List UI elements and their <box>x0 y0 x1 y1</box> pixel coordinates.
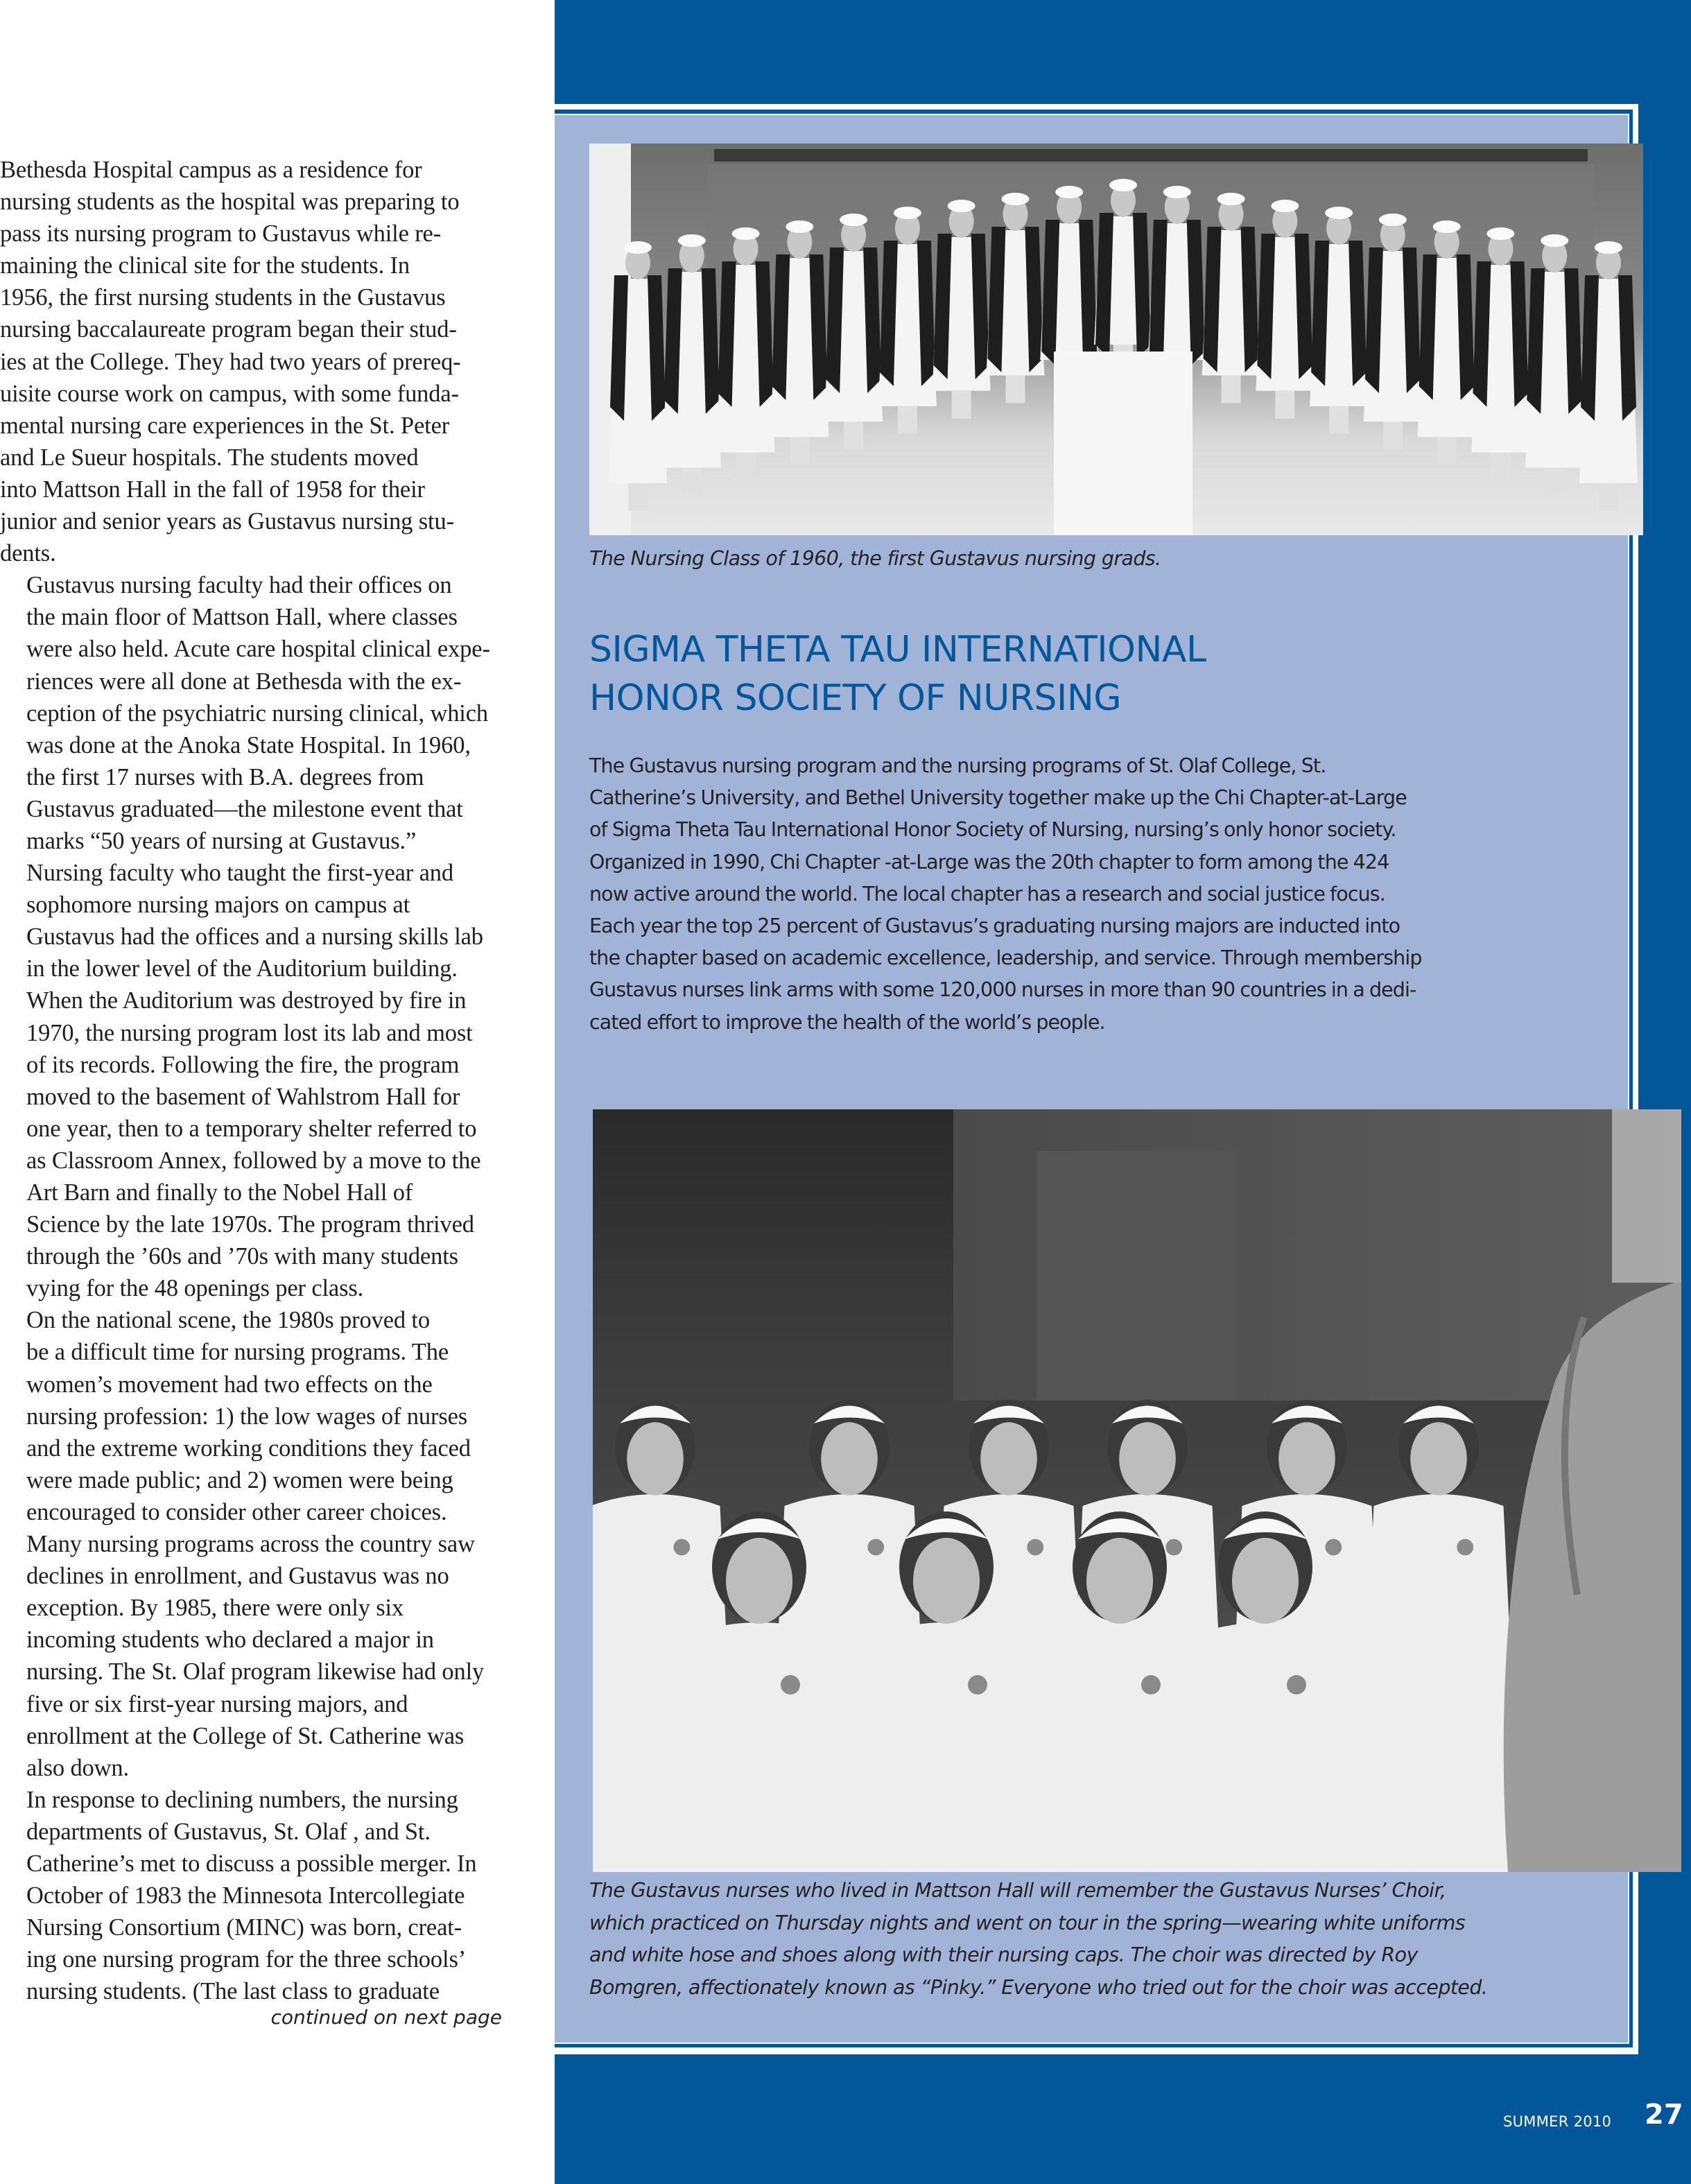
article-line: women’s movement had two effects on the <box>26 1371 433 1398</box>
article-line: In response to declining numbers, the nursing <box>26 1786 458 1813</box>
article-line: five or six first-year nursing majors, and <box>26 1690 408 1717</box>
article-line: exception. By 1985, there were only six <box>26 1595 404 1622</box>
article-line: On the national scene, the 1980s proved to <box>26 1307 430 1334</box>
article-line: one year, then to a temporary shelter referred to <box>26 1115 477 1142</box>
article-line: pass its nursing program to Gustavus while re- <box>0 220 442 248</box>
article-line: sophomore nursing majors on campus at <box>26 892 410 919</box>
text-line: Gustavus nurses link arms with some 120,000 nurses in more than 90 countries in a dedi- <box>589 978 1416 1002</box>
article-line: October of 1983 the Minnesota Intercollegiate <box>26 1882 465 1909</box>
article-line: and the extreme working conditions they faced <box>26 1435 471 1462</box>
choir-member <box>849 1622 1043 1872</box>
article-line: 1970, the nursing program lost its lab and most <box>26 1019 473 1046</box>
photo-nursing-class-1960 <box>589 144 1643 535</box>
article-line: nursing profession: 1) the low wages of nurses <box>26 1403 468 1430</box>
article-line: incoming students who declared a major in <box>26 1627 434 1654</box>
article-line: of its records. Following the fire, the program <box>26 1051 460 1078</box>
continued-on-next-page[interactable]: continued on next page <box>270 2006 502 2029</box>
article-line: uisite course work on campus, with some funda- <box>0 380 459 407</box>
article-line: 1956, the first nursing students in the Gustavus <box>0 284 446 311</box>
article-line: through the ’60s and ’70s with many students <box>26 1243 458 1270</box>
article-paragraph-2 <box>0 569 505 857</box>
article-line: When the Auditorium was destroyed by fire in <box>26 987 467 1014</box>
article-line: vying for the 48 openings per class. <box>26 1275 364 1302</box>
article-line: departments of Gustavus, St. Olaf , and St. <box>26 1818 431 1845</box>
sidebar-body-text <box>589 750 1633 1039</box>
article-line: Gustavus graduated—the milestone event that <box>26 795 463 822</box>
photo-1-caption: The Nursing Class of 1960, the first Gustavus nursing grads. <box>589 547 1161 570</box>
article-line: nursing students. (The last class to graduate <box>26 1978 440 2005</box>
article-line: also down. <box>26 1754 129 1781</box>
article-line: junior and senior years as Gustavus nursing stu- <box>0 508 454 535</box>
article-paragraph-4 <box>0 1304 505 1783</box>
text-line: The Gustavus nursing program and the nursing programs of St. Olaf College, St. <box>589 754 1326 777</box>
article-line: the main floor of Mattson Hall, where classes <box>26 604 458 631</box>
issue-label: SUMMER 2010 <box>1503 2113 1612 2130</box>
sidebar-heading-line-2: HONOR SOCIETY OF NURSING <box>589 677 1122 719</box>
article-line: nursing baccalaureate program began their stud- <box>0 316 457 343</box>
article-line: Nursing Consortium (MINC) was born, creat- <box>26 1914 462 1941</box>
article-line: encouraged to consider other career choices. <box>26 1498 447 1525</box>
article-line: as Classroom Annex, followed by a move to the <box>26 1147 481 1174</box>
sidebar-heading-line-1: SIGMA THETA TAU INTERNATIONAL <box>589 629 1206 670</box>
article-line: into Mattson Hall in the fall of 1958 for their <box>0 476 425 503</box>
article-line: ies at the College. They had two years of prereq- <box>0 348 461 375</box>
article-line: nursing. The St. Olaf program likewise had only <box>26 1658 485 1685</box>
article-line: were made public; and 2) women were being <box>26 1466 453 1493</box>
photo-nurses-choir <box>593 1109 1681 1872</box>
article-paragraph-5 <box>0 1784 505 2008</box>
text-line: now active around the world. The local chapter has a research and social justice focus. <box>589 882 1385 905</box>
choir-member <box>1356 1494 1521 1872</box>
article-line: marks “50 years of nursing at Gustavus.” <box>26 827 417 854</box>
article-line: maining the clinical site for the students. In <box>0 252 410 279</box>
text-line: and white hose and shoes along with their nursing caps. The choir was directed by Roy <box>589 1943 1418 1966</box>
article-line: riences were all done at Bethesda with the ex- <box>26 668 462 695</box>
text-line: of Sigma Theta Tau International Honor Society of Nursing, nursing’s only honor society. <box>589 818 1396 842</box>
text-line: Organized in 1990, Chi Chapter -at-Large was the 20th chapter to form among the 424 <box>589 850 1389 874</box>
article-line: enrollment at the College of St. Catherine was <box>26 1722 465 1749</box>
text-line: Bomgren, affectionately known as “Pinky.” Everyone who tried out for the choir was accepted. <box>589 1975 1488 1999</box>
article-line: declines in enrollment, and Gustavus was no <box>26 1563 449 1590</box>
article-line: ception of the psychiatric nursing clinical, which <box>26 700 489 727</box>
article-line: nursing students as the hospital was preparing to <box>0 189 460 216</box>
article-line: Catherine’s met to discuss a possible merger. In <box>26 1850 477 1877</box>
text-line: the chapter based on academic excellence, leadership, and service. Through membership <box>589 946 1422 970</box>
text-line: which practiced on Thursday nights and went on tour in the spring—wearing white uniforms <box>589 1911 1466 1934</box>
photo-1-image <box>589 144 1643 535</box>
photo-2-image <box>593 1109 1681 1872</box>
article-line: Gustavus had the offices and a nursing skills lab <box>26 924 483 951</box>
article-line: in the lower level of the Auditorium building. <box>26 955 458 982</box>
text-line: Each year the top 25 percent of Gustavus’s graduating nursing majors are inducted into <box>589 915 1401 938</box>
text-line: The Gustavus nurses who lived in Mattson Hall will remember the Gustavus Nurses’ Choir, <box>589 1879 1446 1902</box>
article-line: moved to the basement of Wahlstrom Hall for <box>26 1083 460 1110</box>
article-line: were also held. Acute care hospital clinical expe- <box>26 636 490 663</box>
article-paragraph-3 <box>0 857 505 1304</box>
article-line: mental nursing care experiences in the St. Peter <box>0 412 450 439</box>
choir-member <box>1168 1622 1362 1872</box>
article-line: Many nursing programs across the country saw <box>26 1531 475 1558</box>
photo-2-caption <box>589 1875 1643 2004</box>
article-line: Nursing faculty who taught the first-year and <box>26 860 453 887</box>
article-line: Bethesda Hospital campus as a residence for <box>0 157 422 183</box>
text-line: cated effort to improve the health of the world’s people. <box>589 1010 1105 1034</box>
article-line: and Le Sueur hospitals. The students moved <box>0 444 419 471</box>
article-line: Science by the late 1970s. The program thrived <box>26 1211 474 1238</box>
article-body <box>0 154 505 2007</box>
article-line: Gustavus nursing faculty had their offices on <box>26 572 452 599</box>
article-line: dents. <box>0 540 56 567</box>
article-line: was done at the Anoka State Hospital. In 1960, <box>26 731 471 759</box>
article-line: the first 17 nurses with B.A. degrees from <box>26 763 424 790</box>
article-line: be a difficult time for nursing programs. The <box>26 1339 449 1366</box>
text-line: Catherine’s University, and Bethel University together make up the Chi Chapter-at-Large <box>589 786 1407 810</box>
article-line: ing one nursing program for the three schools’ <box>26 1946 467 1973</box>
sidebar-heading <box>589 625 1629 722</box>
article-paragraph-1 <box>0 154 505 569</box>
page-number: 27 <box>1645 2099 1683 2131</box>
choir-member <box>662 1622 856 1872</box>
article-line: Art Barn and finally to the Nobel Hall of <box>26 1179 413 1206</box>
